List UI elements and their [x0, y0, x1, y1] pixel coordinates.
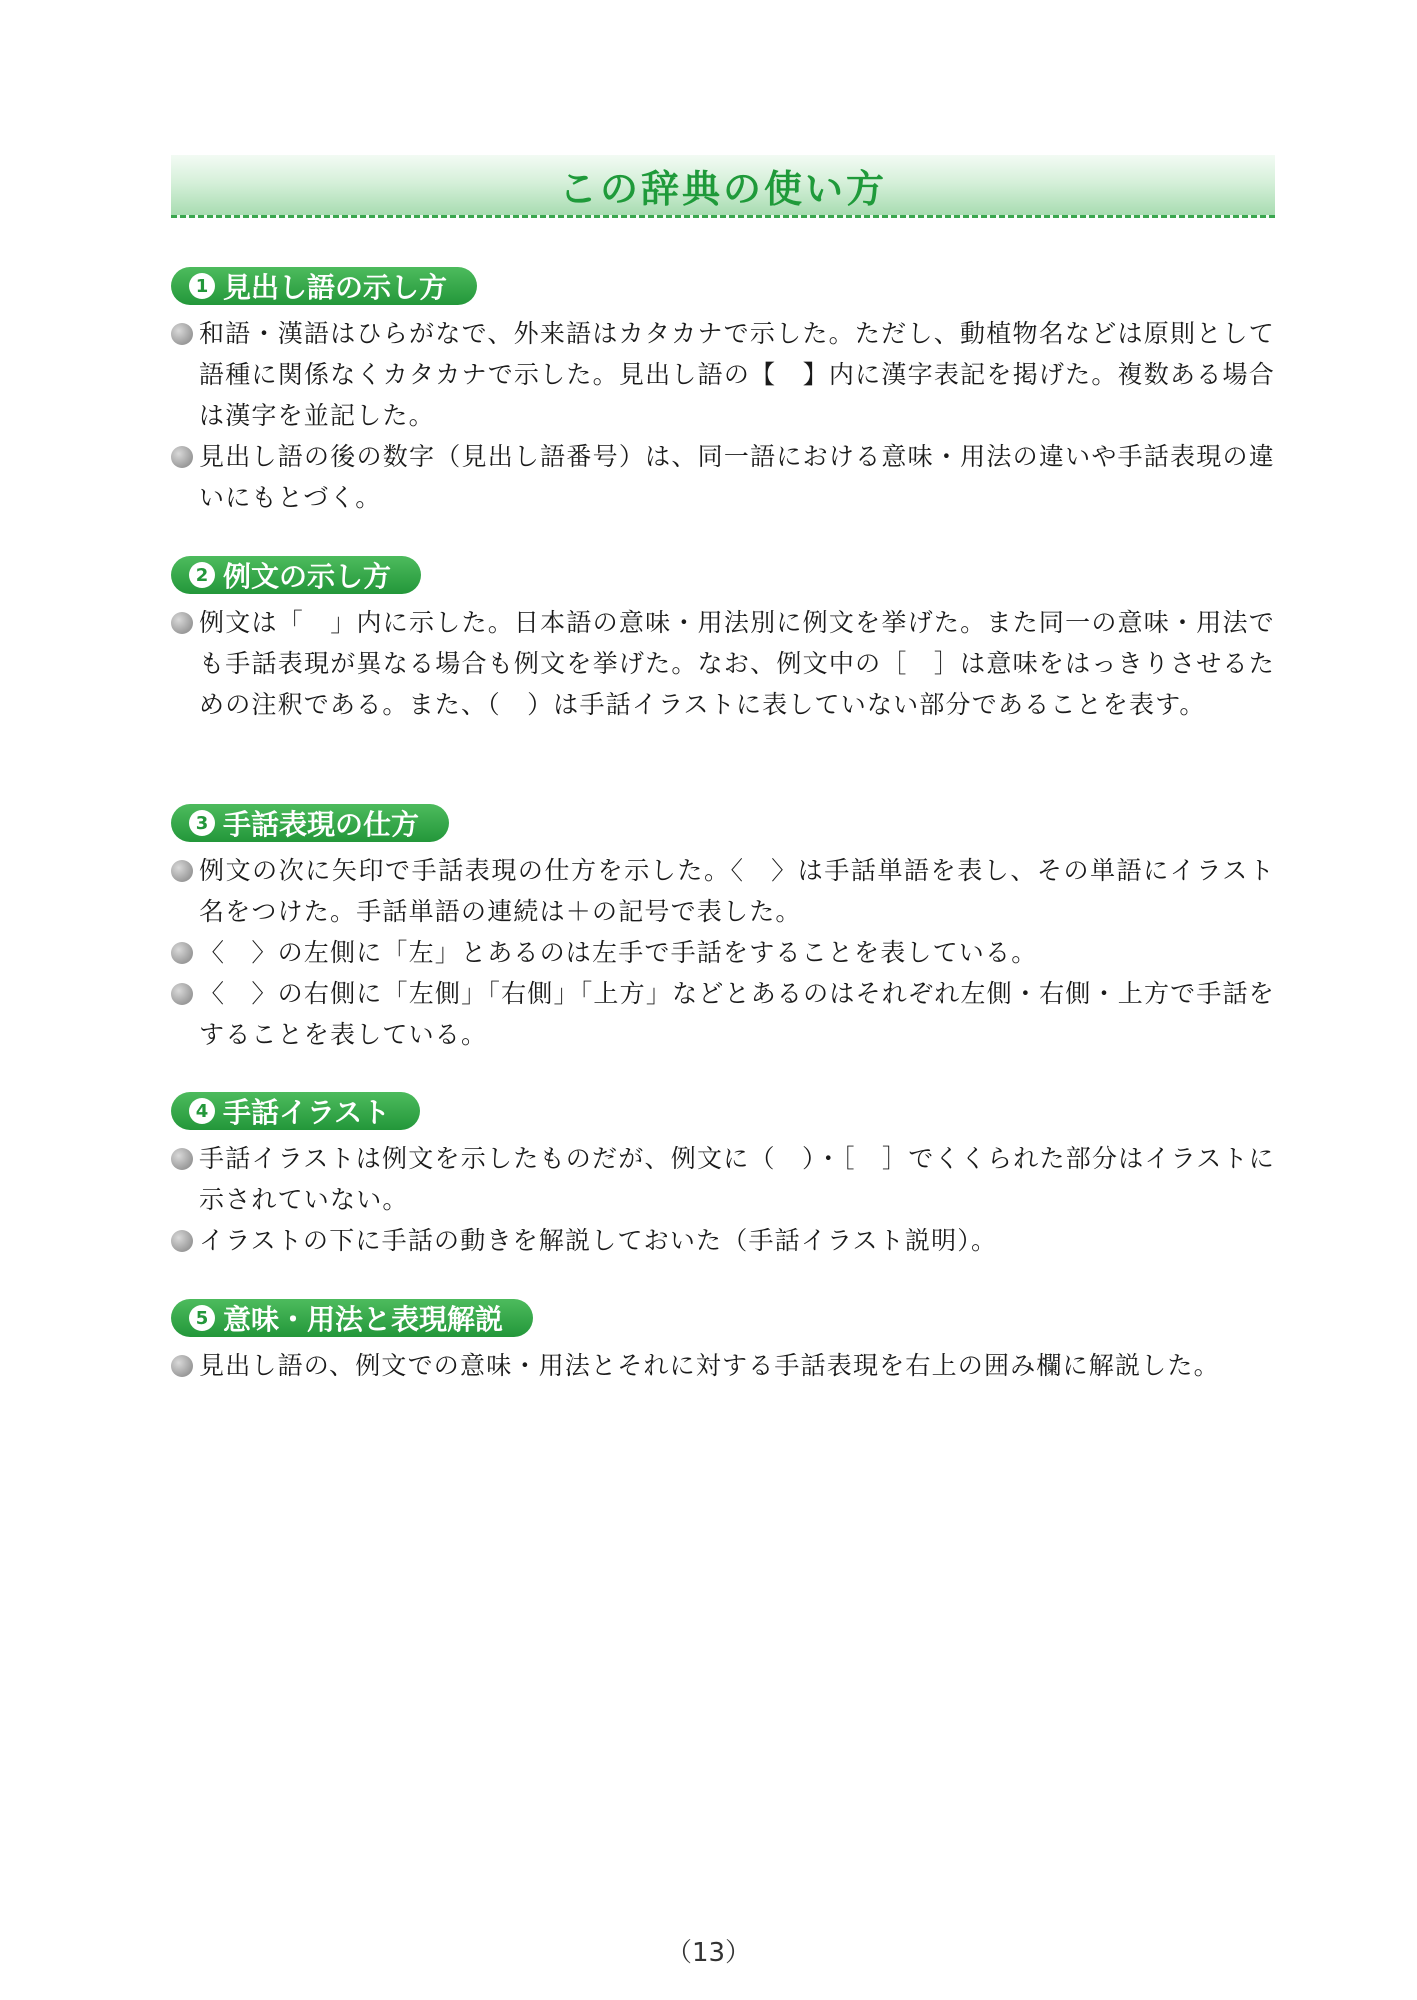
- page-number: （13）: [665, 1938, 752, 1968]
- section-heading-text-5: 意味・用法と表現解説: [223, 1303, 504, 1336]
- paragraph: 見出し語の、例文での意味・用法とそれに対する手話表現を右上の囲み欄に解説した。: [171, 1345, 1275, 1386]
- section-4: [171, 1092, 1275, 1261]
- bullet-icon: [171, 1230, 193, 1252]
- bullet-icon: [171, 1148, 193, 1170]
- section-heading-3: [171, 804, 449, 842]
- section-2: [171, 556, 1275, 725]
- bullet-icon: [171, 983, 193, 1005]
- bullet-icon: [171, 1355, 193, 1377]
- section-1: [171, 267, 1275, 518]
- section-heading-text-4: 手話イラスト: [223, 1096, 391, 1129]
- paragraph: 例文は「 」内に示した。日本語の意味・用法別に例文を挙げた。また同一の意味・用法でも手話表現が異なる場合も例文を挙げた。なお、例文中の［ ］は意味をはっきりさせるための注釈である。また、（ ）は手話イラストに表していない部分であることを表す。: [171, 602, 1275, 725]
- paragraph: 和語・漢語はひらがなで、外来語はカタカナで示した。ただし、動植物名などは原則として語種に関係なくカタカナで示した。見出し語の【 】内に漢字表記を掲げた。複数ある場合は漢字を並記した。: [171, 313, 1275, 436]
- section-heading-4: [171, 1092, 420, 1130]
- paragraph: 〈 〉の左側に「左」とあるのは左手で手話をすることを表している。: [171, 932, 1275, 973]
- section-heading-text-3: 手話表現の仕方: [223, 808, 420, 841]
- section-5: [171, 1299, 1275, 1386]
- section-3: [171, 804, 1275, 1055]
- bullet-icon: [171, 323, 193, 345]
- bullet-icon: [171, 612, 193, 634]
- paragraph: 〈 〉の右側に「左側」「右側」「上方」などとあるのはそれぞれ左側・右側・上方で手話をすることを表している。: [171, 973, 1275, 1055]
- bullet-icon: [171, 942, 193, 964]
- section-number-1: 1: [189, 273, 215, 299]
- section-heading-2: [171, 556, 421, 594]
- section-number-4: 4: [189, 1098, 215, 1124]
- bullet-icon: [171, 446, 193, 468]
- paragraph: 手話イラストは例文を示したものだが、例文に（ ）・［ ］でくくられた部分はイラストに示されていない。: [171, 1138, 1275, 1220]
- section-heading-1: [171, 267, 477, 305]
- section-heading-text-2: 例文の示し方: [223, 560, 392, 593]
- section-number-5: 5: [189, 1305, 215, 1331]
- section-number-2: 2: [189, 562, 215, 588]
- section-heading-5: [171, 1299, 533, 1337]
- bullet-icon: [171, 860, 193, 882]
- section-heading-text-1: 見出し語の示し方: [223, 271, 448, 304]
- section-number-3: 3: [189, 810, 215, 836]
- page-title: この辞典の使い方: [558, 166, 887, 211]
- paragraph: 例文の次に矢印で手話表現の仕方を示した。〈 〉は手話単語を表し、その単語にイラスト名をつけた。手話単語の連続は＋の記号で表した。: [171, 850, 1275, 932]
- title-banner: [171, 155, 1275, 218]
- paragraph: 見出し語の後の数字（見出し語番号）は、同一語における意味・用法の違いや手話表現の違いにもとづく。: [171, 436, 1275, 518]
- paragraph: イラストの下に手話の動きを解説しておいた（手話イラスト説明）。: [171, 1220, 1275, 1261]
